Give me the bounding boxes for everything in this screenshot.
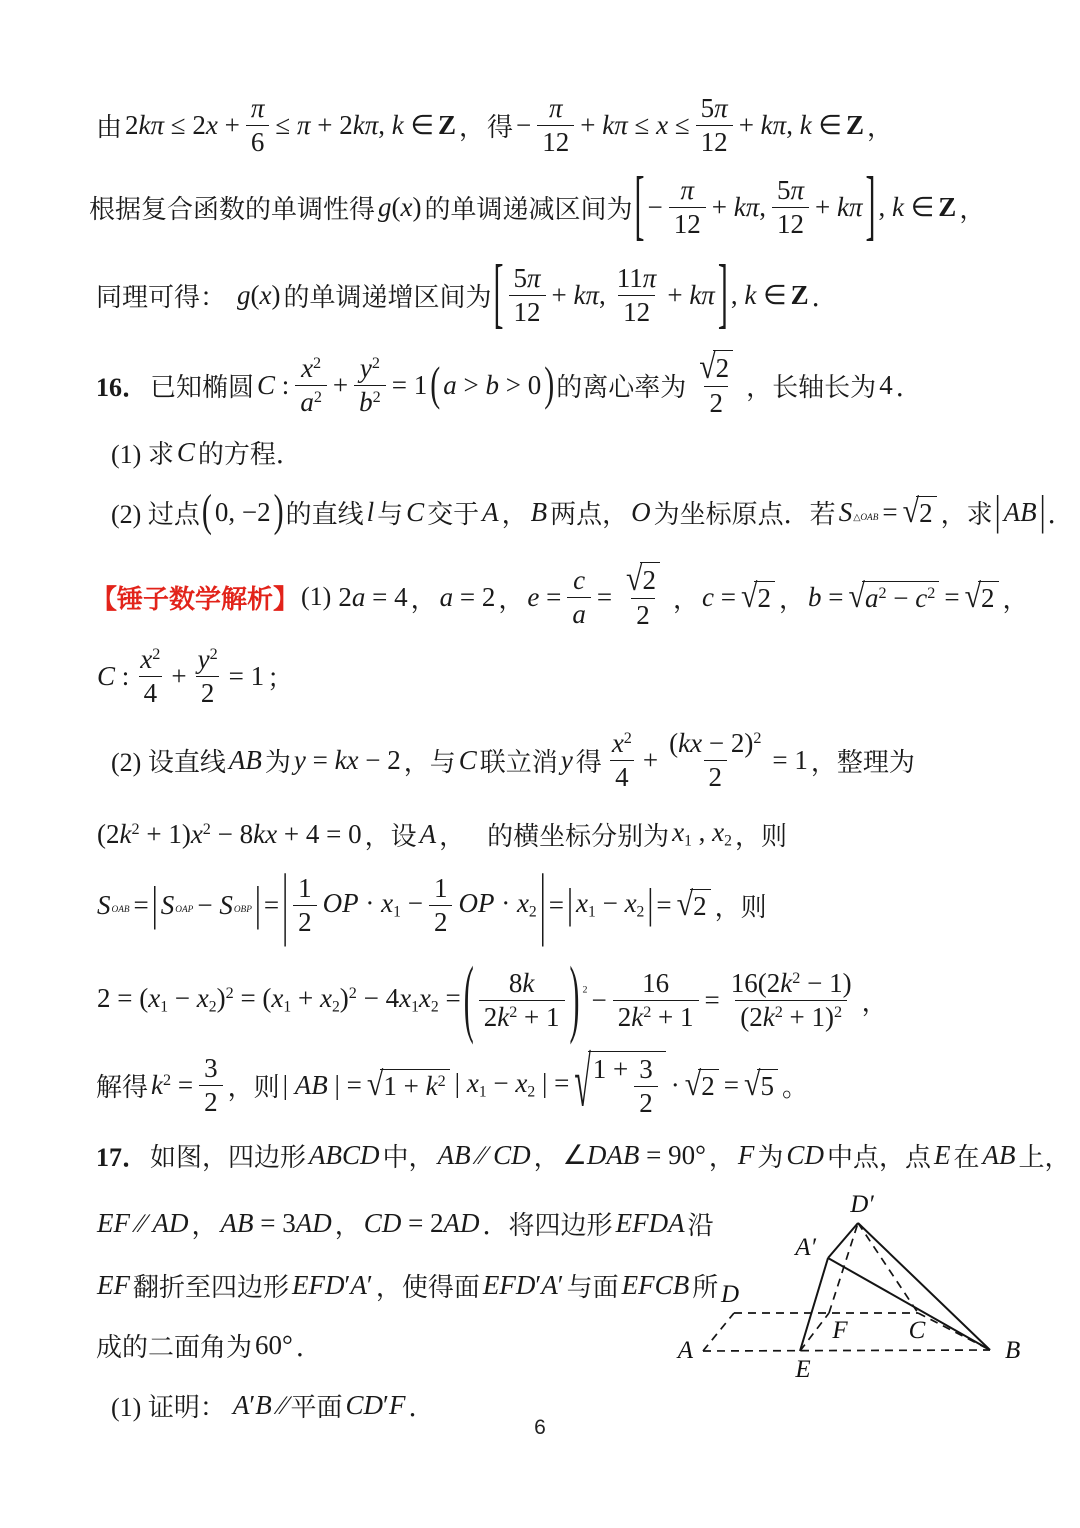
math-line-p16-area-equation: S OAB = | S OAP − S OBP | = | $\frac{1}{2}$ OP · x1 − $\frac{1}{2}$ OP · x2 | = | x1 − x2 | = √ 2 ，则 <box>97 859 767 949</box>
figure-edge-ApE <box>800 1258 828 1351</box>
figure-edge-EF <box>800 1313 829 1351</box>
figure-edge-ApDp <box>828 1223 858 1258</box>
math-line-p16-final-answer: 解得 $k^2$ = $\frac{3}{2}$ ，则 | AB | = √ $1 + k^2$ | x1 − x2 | = √ 1 + $\frac{3}{2}$ · √ 2 = √ 5 。 <box>96 1045 808 1123</box>
math-line-p17-problem-line4: 成的二面角为 60° ． <box>96 1329 322 1362</box>
math-line-p17-problem-line3: EF 翻折至四边形 EFD′A′ ，使得面 EFD′A′ 与面 EFCB 所 <box>97 1269 719 1302</box>
math-line-p16-vieta-equation: $2 = (x1 - x2)^2 = (x1 + x2)^2 - 4x1x2$ = ( $\frac{8k}{2k^2 + 1}$ ) 2 − $\frac{16}{2k^2 + 1}$ = $\frac{16(2k^2 - 1)}{(2k^2 + 1)^2}$ ， <box>97 950 888 1047</box>
figure-vertex-label-A-prime: A′ <box>795 1234 816 1261</box>
figure-vertex-label-D-prime: D′ <box>850 1191 874 1218</box>
figure-vertex-label-E: E <box>795 1356 811 1383</box>
figure-vertex-label-F: F <box>832 1317 848 1344</box>
math-line-p16-quadratic: $(2k^2 + 1)x^2 - 8kx + 4 = 0$ ，设 A ， 的横坐标分别为 x1 , x2 ，则 <box>97 817 787 851</box>
math-line-p16-part2-question: (2) 过点 ( 0, −2 ) 的直线 l 与 C 交于 A ， B 两点， O 为坐标原点．若 S △OAB = √ 2 ，求 | AB | ． <box>111 486 1074 536</box>
figure-edge-FDp <box>829 1223 858 1313</box>
math-line-p16-solution-part1: 【锤子数学解析】 (1) 2a = 4 ， a = 2 ， e = $\frac{c}{a}$ = √ 2 2 ， c = √ 2 ， b = √ $a^2 - c^2$ = √ 2 ， <box>91 559 1029 631</box>
math-line-p15-decreasing-interval: 根据复合函数的单调性得 g(x) 的单调递减区间为 [ − $\frac{\pi}{12}$ + kπ, $\frac{5\pi}{12}$ + kπ ] , k ∈ Z ， <box>89 162 986 249</box>
math-line-p17-problem-line2: EF ∕∕ AD ， AB = 3AD ， CD = 2AD ．将四边形 EFDA 沿 <box>97 1207 714 1240</box>
figure-edge-DpC <box>858 1223 918 1313</box>
figure-vertex-label-D: D <box>720 1281 740 1308</box>
math-line-p16-part2-setup: (2) 设直线 AB 为 y = kx − 2 ，与 C 联立消 y 得 $\frac{x^2}{4}$ + $\frac{(kx - 2)^2}{2}$ = 1 ，整理为 <box>111 728 915 792</box>
figure-problem17 <box>650 1183 1070 1398</box>
math-line-p15-solve-inequality: 由 2kπ ≤ 2x + $\frac{\pi}{6}$ ≤ π + 2kπ, k ∈ Z ， 得 − $\frac{\pi}{12}$ + kπ ≤ x ≤ $\frac{5\pi}{12}$ + kπ, k ∈ Z ， <box>96 93 893 157</box>
math-line-p16-problem-statement: 16． 已知椭圆 C : $\frac{x^2}{a^2}$ + $\frac{y^2}{b^2}$ = 1 ( a > b > 0 ) 的离心率为 √ 2 2 ，长轴长为 4 ． <box>96 347 922 419</box>
math-line-p17-problem-line1: 17． 如图，四边形 ABCD 中， AB ∕∕ CD ， ∠DAB = 90° ， F 为 CD 中点，点 E 在 AB 上， <box>96 1139 1071 1172</box>
figure-vertex-label-B: B <box>1005 1337 1021 1364</box>
math-line-p16-ellipse-equation: C : $\frac{x^2}{4}$ + $\frac{y^2}{2}$ = 1 ； <box>97 644 294 708</box>
figure-vertex-label-C: C <box>908 1317 926 1344</box>
figure-edge-AB <box>703 1350 990 1351</box>
math-line-p16-part1-question: (1) 求 C 的方程． <box>111 436 302 469</box>
page-number: 6 <box>534 1416 546 1439</box>
math-line-p17-part1-question: (1) 证明： A′B ∕∕ 平面 CD′F ． <box>111 1389 435 1422</box>
math-line-p15-increasing-interval: 同理可得： g(x) 的单调递增区间为 [ $\frac{5\pi}{12}$ + kπ, $\frac{11\pi}{12}$ + kπ ] , k ∈ Z ． <box>96 250 838 337</box>
figure-vertex-label-A: A <box>677 1337 693 1364</box>
figure-edge-AD <box>703 1313 734 1351</box>
